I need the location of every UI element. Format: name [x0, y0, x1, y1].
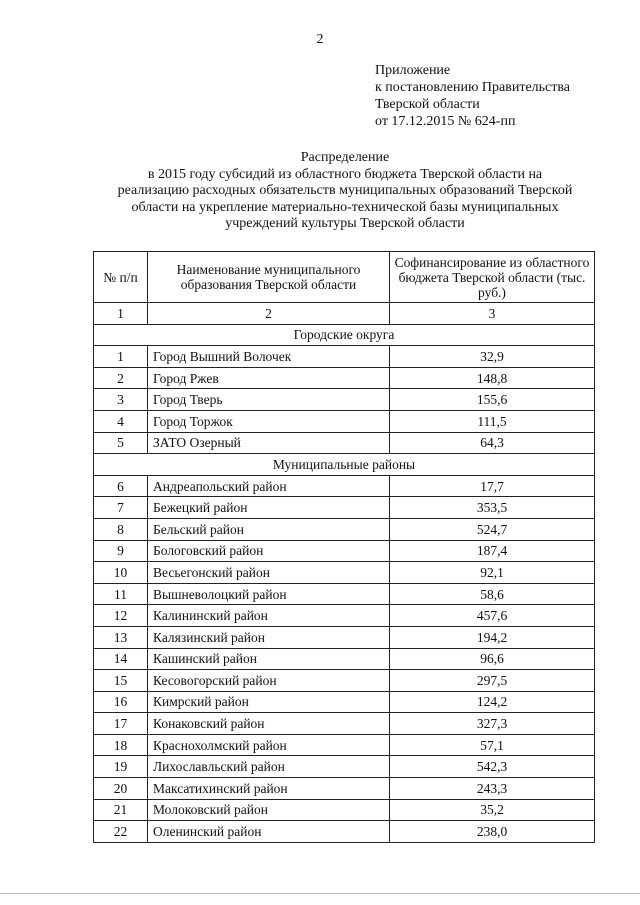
row-value: 353,5	[390, 497, 595, 519]
table-row	[94, 518, 595, 540]
document-title	[60, 150, 630, 233]
row-number: 12	[94, 605, 148, 627]
appendix-line: Приложение	[375, 63, 451, 78]
table-row	[94, 670, 595, 692]
table-row	[94, 605, 595, 627]
column-number: 3	[390, 303, 595, 325]
header-value: Софинансирование из областного бюджета Тверской области (тыс. руб.)	[390, 252, 595, 303]
row-name: Андреапольский район	[148, 475, 390, 497]
row-number: 16	[94, 691, 148, 713]
row-name: Кимрский район	[148, 691, 390, 713]
row-number: 17	[94, 713, 148, 735]
row-name: Бологовский район	[148, 540, 390, 562]
row-name: Город Тверь	[148, 389, 390, 411]
row-number: 1	[94, 346, 148, 368]
row-value: 297,5	[390, 670, 595, 692]
row-name: Город Вышний Волочек	[148, 346, 390, 368]
row-number: 14	[94, 648, 148, 670]
row-value: 57,1	[390, 734, 595, 756]
title-line: учреждений культуры Тверской области	[225, 216, 465, 231]
table-row	[94, 734, 595, 756]
row-value: 187,4	[390, 540, 595, 562]
table-row	[94, 389, 595, 411]
row-name: Краснохолмский район	[148, 734, 390, 756]
table-row	[94, 713, 595, 735]
subsidy-table	[93, 251, 595, 843]
row-value: 124,2	[390, 691, 595, 713]
title-line: в 2015 году субсидий из областного бюджета Тверской области на	[147, 166, 543, 182]
table-row	[94, 626, 595, 648]
row-number: 10	[94, 562, 148, 584]
row-number: 3	[94, 389, 148, 411]
header-num: № п/п	[94, 252, 148, 303]
row-value: 96,6	[390, 648, 595, 670]
row-value: 17,7	[390, 475, 595, 497]
row-value: 155,6	[390, 389, 595, 411]
row-name: Весьегонский район	[148, 562, 390, 584]
table-row	[94, 432, 595, 454]
table-row	[94, 367, 595, 389]
scan-edge-line	[0, 893, 640, 894]
row-name: Город Торжок	[148, 410, 390, 432]
table-row	[94, 821, 595, 843]
row-value: 194,2	[390, 626, 595, 648]
title-line: реализацию расходных обязательств муниципальных образований Тверской	[117, 183, 573, 198]
header-row	[94, 252, 595, 303]
row-number: 19	[94, 756, 148, 778]
row-value: 457,6	[390, 605, 595, 627]
row-value: 542,3	[390, 756, 595, 778]
table-row	[94, 756, 595, 778]
column-number-row	[94, 303, 595, 325]
row-name: Бельский район	[148, 518, 390, 540]
row-name: Молоковский район	[148, 799, 390, 821]
table-row	[94, 346, 595, 368]
row-value: 58,6	[390, 583, 595, 605]
section-title: Городские округа	[94, 324, 595, 346]
row-number: 15	[94, 670, 148, 692]
row-name: Конаковский район	[148, 713, 390, 735]
table-row	[94, 475, 595, 497]
table-row	[94, 562, 595, 584]
row-name: Вышневолоцкий район	[148, 583, 390, 605]
table-row	[94, 410, 595, 432]
row-value: 64,3	[390, 432, 595, 454]
title-line: Распределение	[300, 150, 390, 165]
row-number: 21	[94, 799, 148, 821]
table-row	[94, 648, 595, 670]
row-value: 238,0	[390, 821, 595, 843]
appendix-line: к постановлению Правительства	[375, 80, 571, 95]
row-name: Максатихинский район	[148, 778, 390, 800]
section-row-city-districts	[94, 324, 595, 346]
row-name: Кесовогорский район	[148, 670, 390, 692]
row-name: Калининский район	[148, 605, 390, 627]
page-number: 2	[316, 32, 324, 47]
row-value: 92,1	[390, 562, 595, 584]
row-value: 524,7	[390, 518, 595, 540]
row-value: 32,9	[390, 346, 595, 368]
row-number: 5	[94, 432, 148, 454]
table-row	[94, 583, 595, 605]
section-row-municipal-districts	[94, 454, 595, 476]
row-name: ЗАТО Озерный	[148, 432, 390, 454]
row-number: 8	[94, 518, 148, 540]
header-name: Наименование муниципального образования Тверской области	[148, 252, 390, 303]
table-row	[94, 497, 595, 519]
appendix-line: от 17.12.2015 № 624-пп	[375, 114, 516, 129]
row-number: 13	[94, 626, 148, 648]
row-name: Город Ржев	[148, 367, 390, 389]
column-number: 1	[94, 303, 148, 325]
row-name: Бежецкий район	[148, 497, 390, 519]
row-value: 327,3	[390, 713, 595, 735]
section-title: Муниципальные районы	[94, 454, 595, 476]
title-line: области на укрепление материально-технической базы муниципальных	[131, 199, 559, 215]
row-name: Калязинский район	[148, 626, 390, 648]
appendix-line: Тверской области	[375, 97, 480, 112]
table-row	[94, 540, 595, 562]
table-row	[94, 799, 595, 821]
row-number: 2	[94, 367, 148, 389]
row-name: Кашинский район	[148, 648, 390, 670]
row-value: 35,2	[390, 799, 595, 821]
row-number: 20	[94, 778, 148, 800]
table-row	[94, 691, 595, 713]
row-number: 22	[94, 821, 148, 843]
row-number: 4	[94, 410, 148, 432]
row-name: Лихославльский район	[148, 756, 390, 778]
column-number: 2	[148, 303, 390, 325]
row-number: 18	[94, 734, 148, 756]
row-number: 11	[94, 583, 148, 605]
row-number: 6	[94, 475, 148, 497]
row-value: 111,5	[390, 410, 595, 432]
row-value: 243,3	[390, 778, 595, 800]
table-row	[94, 778, 595, 800]
appendix-block	[375, 62, 570, 130]
row-name: Оленинский район	[148, 821, 390, 843]
row-number: 7	[94, 497, 148, 519]
row-value: 148,8	[390, 367, 595, 389]
row-number: 9	[94, 540, 148, 562]
